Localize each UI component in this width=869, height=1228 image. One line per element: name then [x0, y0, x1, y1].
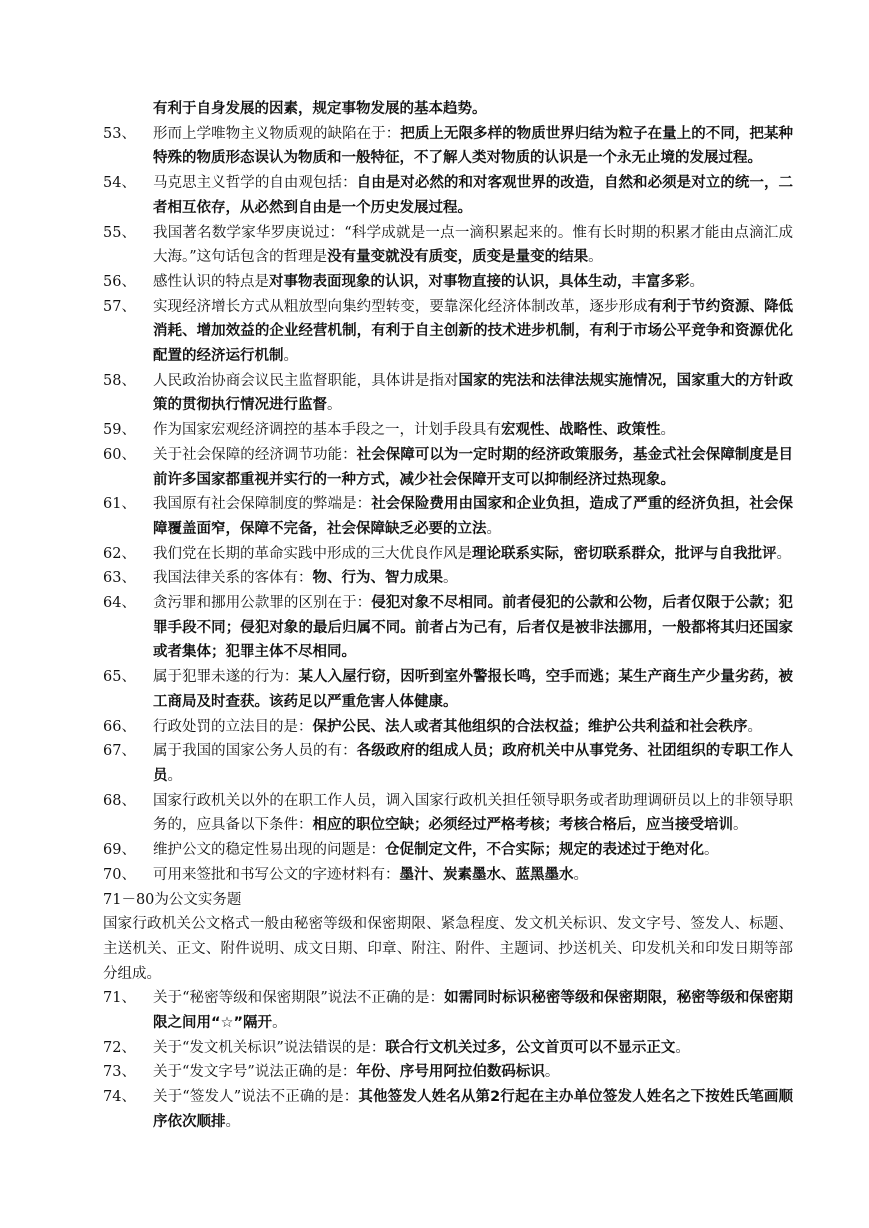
question-number: 54、: [103, 175, 136, 192]
question-text: 关于“签发人”说法不正确的是：: [153, 1089, 359, 1106]
question-list: [103, 122, 793, 888]
question-item: [103, 369, 793, 418]
continued-paragraph: [103, 97, 793, 122]
question-text: 行政处罚的立法目的是：: [153, 718, 313, 735]
question-content: [153, 221, 793, 270]
question-number: 58、: [103, 372, 136, 389]
trailing-punctuation: 。: [327, 397, 342, 414]
question-number: 64、: [103, 595, 136, 612]
question-number: 72、: [103, 1039, 136, 1056]
question-content: [153, 715, 793, 740]
question-text: 关于社会保障的经济调节功能：: [153, 446, 357, 463]
trailing-punctuation: 。: [776, 545, 791, 562]
question-number: 56、: [103, 273, 136, 290]
answer-text: 相应的职位空缺；必须经过严格考核；考核合格后，应当接受培训: [312, 817, 733, 834]
question-content: [153, 1060, 793, 1085]
question-text: 维护公文的稳定性易出现的问题是：: [153, 842, 385, 859]
question-number: 74、: [103, 1089, 136, 1106]
answer-text: 没有量变就没有质变，质变是量变的结果: [327, 249, 589, 266]
question-content: [153, 789, 793, 838]
answer-text: 仓促制定文件，不合实际；规定的表述过于绝对化: [385, 842, 704, 859]
question-number: 55、: [103, 224, 136, 241]
question-item: [103, 1085, 793, 1134]
question-text: 属于我国的国家公务人员的有：: [153, 743, 357, 760]
question-number: 59、: [103, 422, 136, 439]
question-item: [103, 122, 793, 171]
question-content: [153, 369, 793, 418]
trailing-punctuation: 。: [675, 1039, 690, 1056]
question-item: [103, 221, 793, 270]
question-text: 我国著名数学家华罗庚说过：“科学成就是一点一滴积累起来的。惟有长时期的积累才能由点滴汇成大海。”这句话包含的哲理是: [153, 224, 793, 266]
question-item: [103, 715, 793, 740]
trailing-punctuation: 。: [689, 273, 704, 290]
question-text: 我国原有社会保障制度的弊端是：: [153, 496, 372, 513]
question-number: 60、: [103, 446, 136, 463]
question-item: [103, 542, 793, 567]
trailing-punctuation: 。: [272, 1015, 287, 1032]
question-number: 66、: [103, 718, 136, 735]
trailing-punctuation: 。: [544, 1064, 560, 1081]
answer-text: 侵犯对象不尽相同。前者侵犯的公款和公物，后者仅限于公款；犯罪手段不同；侵犯对象的最后归属不同。前者占为己有，后者仅是被非法挪用，一般都将其归还国家或者集体；犯罪主体不尽相同。: [153, 595, 794, 661]
question-number: 61、: [103, 496, 136, 513]
question-number: 63、: [103, 570, 136, 587]
question-content: [153, 295, 793, 369]
answer-text: 保护公民、法人或者其他组织的合法权益；维护公共利益和社会秩序: [312, 718, 748, 735]
trailing-punctuation: 。: [573, 866, 588, 883]
question-number: 73、: [103, 1064, 136, 1081]
question-item: [103, 295, 793, 369]
section-heading: 71－80为公文实务题: [103, 891, 242, 908]
question-content: [153, 492, 793, 541]
question-number: 70、: [103, 866, 136, 883]
question-number: 67、: [103, 743, 136, 760]
question-text: 马克思主义哲学的自由观包括：: [153, 175, 357, 192]
question-number: 68、: [103, 792, 136, 809]
document-body: [103, 97, 793, 1135]
question-content: [153, 566, 793, 591]
question-item: [103, 986, 793, 1035]
question-number: 57、: [103, 298, 136, 315]
answer-text: 联合行文机关过多，公文首页可以不显示正文: [385, 1039, 676, 1056]
answer-text: 自由是对必然的和对客观世界的改造，自然和必须是对立的统一，二者相互依存，从必然到自由是一个历史发展过程。: [153, 175, 794, 216]
question-text: 人民政治协商会议民主监督职能，具体讲是指对: [153, 372, 459, 389]
question-text: 我国法律关系的客体有：: [153, 570, 313, 587]
answer-text: 宏观性、战略性、政策性: [501, 422, 661, 439]
question-content: [153, 1085, 793, 1134]
question-content: [153, 665, 793, 714]
question-item: [103, 1060, 793, 1085]
answer-text: 理论联系实际，密切联系群众，批评与自我批评: [472, 545, 777, 562]
answer-text: 如需同时标识秘密等级和保密期限，秘密等级和保密期限之间用“☆”隔开: [153, 990, 793, 1032]
question-content: [153, 418, 793, 443]
question-item: [103, 838, 793, 863]
question-text: 关于“发文字号”说法正确的是：: [153, 1064, 357, 1081]
question-content: [153, 838, 793, 863]
question-text: 可用来签批和书写公文的字迹材料有：: [153, 866, 400, 883]
question-text: 作为国家宏观经济调控的基本手段之一，计划手段具有: [153, 422, 501, 439]
trailing-punctuation: 。: [225, 1113, 240, 1130]
question-item: [103, 443, 793, 492]
trailing-punctuation: 。: [660, 422, 675, 439]
question-text: 关于“发文机关标识”说法错误的是：: [153, 1039, 386, 1056]
answer-text: 物、行为、智力成果: [312, 570, 443, 587]
answer-text: 某人入屋行窃，因听到室外警报长鸣，空手而逃；某生产商生产少量劣药，被工商局及时查获。该药足以严重危害人体健康。: [153, 669, 794, 710]
question-text: 实现经济增长方式从粗放型向集约型转变，要靠深化经济体制改革，逐步形成: [153, 298, 648, 315]
question-content: [153, 443, 793, 492]
question-content: [153, 591, 793, 665]
section-intro: 国家行政机关公文格式一般由秘密等级和保密期限、紧急程度、发文机关标识、发文字号、签发人、标题、主送机关、正文、附件说明、成文日期、印章、附注、附件、主题词、抄送机关、印发机关和印发日期等部分组成。: [103, 916, 793, 982]
answer-text: 对事物表面现象的认识，对事物直接的认识，具体生动，丰富多彩: [269, 273, 690, 290]
trailing-punctuation: 。: [486, 520, 501, 537]
question-item: [103, 1036, 793, 1061]
trailing-punctuation: 。: [704, 842, 719, 859]
answer-text: 社会保障可以为一定时期的经济政策服务，基金式社会保障制度是目前许多国家都重视并实行的一种方式，减少社会保障开支可以抑制经济过热现象。: [153, 446, 794, 488]
trailing-punctuation: 。: [283, 348, 298, 365]
question-item: [103, 739, 793, 788]
question-item: [103, 566, 793, 591]
question-item: [103, 591, 793, 665]
trailing-punctuation: 。: [747, 718, 762, 735]
trailing-punctuation: 。: [167, 767, 182, 784]
answer-text: 社会保险费用由国家和企业负担，造成了严重的经济负担，社会保障覆盖面窄，保障不完备，社会保障缺乏必要的立法: [153, 496, 794, 537]
question-text: 关于“秘密等级和保密期限”说法不正确的是：: [153, 990, 445, 1007]
question-content: [153, 986, 793, 1035]
question-number: 62、: [103, 545, 136, 562]
question-item: [103, 492, 793, 541]
question-content: [153, 739, 793, 788]
question-text: 形而上学唯物主义物质观的缺陷在于：: [153, 125, 401, 142]
question-content: [153, 542, 793, 567]
question-number: 71、: [103, 990, 136, 1007]
question-item: [103, 789, 793, 838]
answer-text: 国家的宪法和法律法规实施情况，国家重大的方针政策的贯彻执行情况进行监督: [153, 372, 794, 414]
question-content: [153, 1036, 793, 1061]
trailing-punctuation: 。: [443, 570, 458, 587]
answer-text: 年份、序号用阿拉伯数码标识: [356, 1064, 545, 1081]
answer-text: 有利于节约资源、降低消耗、增加效益的企业经营机制，有利于自主创新的技术进步机制，有利于市场公平竞争和资源优化配置的经济运行机制: [153, 298, 794, 365]
answer-text: 把质上无限多样的物质世界归结为粒子在量上的不同，把某种特殊的物质形态误认为物质和一般特征，不了解人类对物质的认识是一个永无止境的发展过程。: [153, 125, 794, 167]
question-text: 感性认识的特点是: [153, 273, 269, 290]
trailing-punctuation: 。: [588, 249, 603, 266]
answer-text: 各级政府的组成人员；政府机关中从事党务、社团组织的专职工作人员: [153, 743, 794, 784]
answer-text: 其他签发人姓名从第2行起在主办单位签发人姓名之下按姓氏笔画顺序依次顺排: [153, 1089, 793, 1130]
question-number: 65、: [103, 669, 136, 686]
trailing-punctuation: 。: [733, 817, 748, 834]
question-content: [153, 122, 793, 171]
question-content: [153, 270, 793, 295]
answer-text: 墨汁、炭素墨水、蓝黑墨水: [399, 866, 574, 883]
question-item: [103, 270, 793, 295]
question-number: 69、: [103, 842, 136, 859]
question-item: [103, 665, 793, 714]
question-item: [103, 863, 793, 888]
question-content: [153, 863, 793, 888]
question-text: 贪污罪和挪用公款罪的区别在于：: [153, 595, 372, 612]
question-text: 属于犯罪未遂的行为：: [153, 669, 299, 686]
question-item: [103, 418, 793, 443]
question-content: [153, 171, 793, 220]
question-text: 我们党在长期的革命实践中形成的三大优良作风是: [153, 545, 472, 562]
answer-text: 有利于自身发展的因素，规定事物发展的基本趋势。: [153, 101, 487, 117]
question-item: [103, 171, 793, 220]
question-number: 53、: [103, 125, 136, 142]
question-list-practice: [103, 986, 793, 1134]
question-text: 国家行政机关以外的在职工作人员，调入国家行政机关担任领导职务或者助理调研员以上的非领导职务的，应具备以下条件：: [153, 792, 793, 834]
